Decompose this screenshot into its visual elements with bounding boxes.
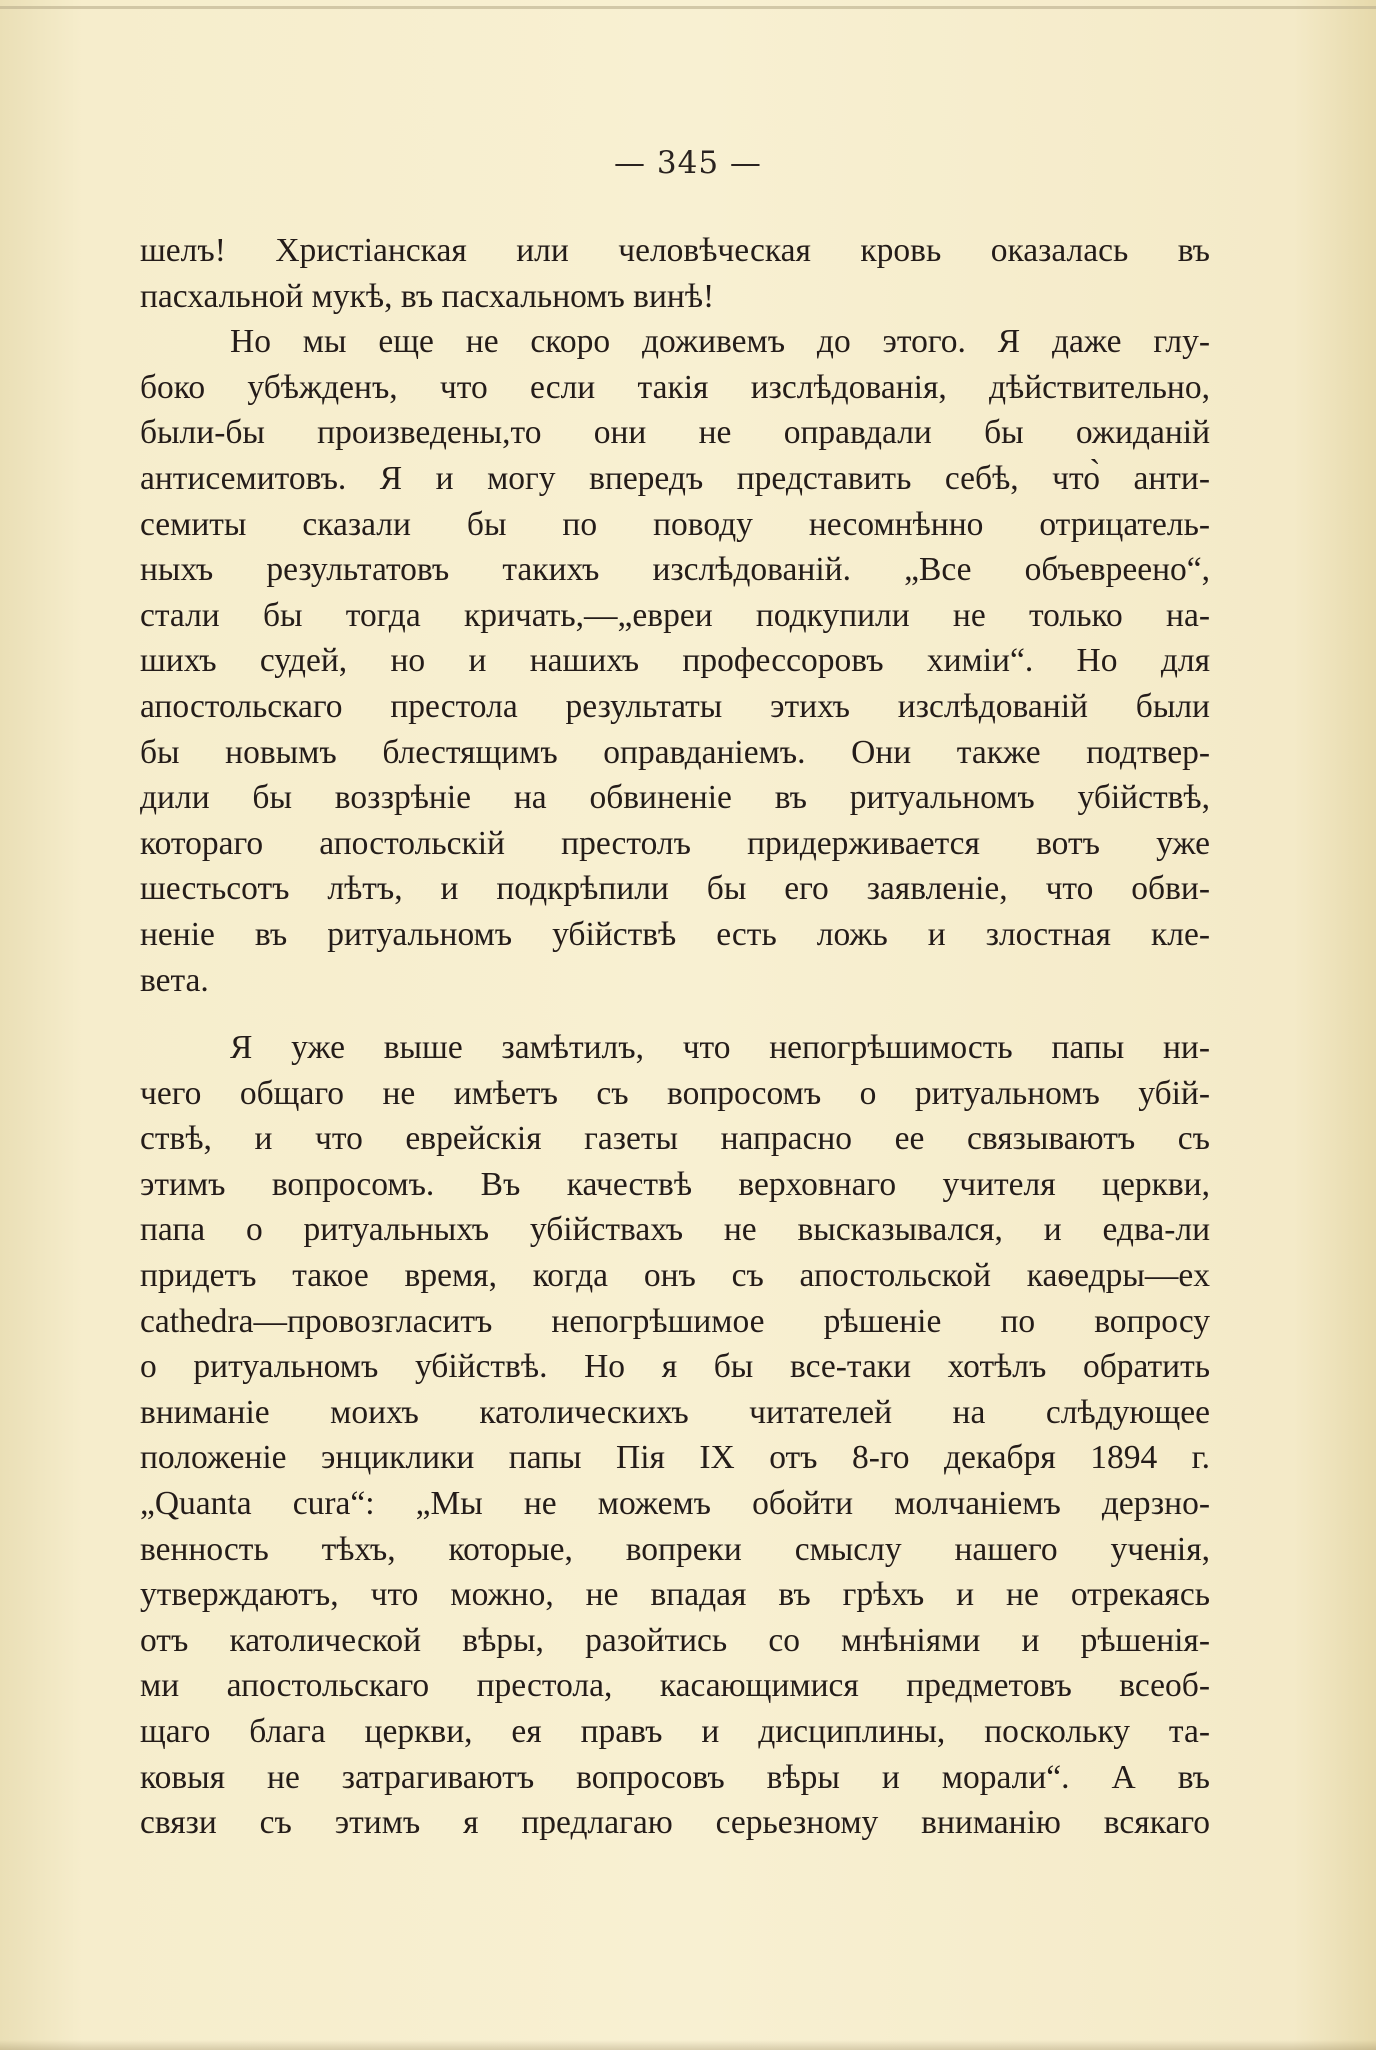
text-line: положеніе энциклики папы Пія IX отъ 8-го декабря 1894 г.: [140, 1439, 1210, 1477]
text-line: шихъ судей, но и нашихъ профессоровъ химіи“. Но для: [140, 642, 1210, 680]
text-line: о ритуальномъ убійствѣ. Но я бы все-таки хотѣлъ обратить: [140, 1348, 1210, 1386]
text-line: котораго апостольскій престолъ придерживается вотъ уже: [140, 824, 1210, 862]
text-line: антисемитовъ. Я и могу впередъ представить себѣ, что̀ анти-: [140, 459, 1210, 497]
text-line: боко убѣжденъ, что если такія изслѣдованія, дѣйствительно,: [140, 368, 1210, 406]
text-line: были-бы произведены,то они не оправдали бы ожиданій: [140, 414, 1210, 452]
text-line: папа о ритуальныхъ убійствахъ не высказывался, и едва-ли: [140, 1211, 1210, 1249]
text-line: апостольскаго престола результаты этихъ изслѣдованій были: [140, 687, 1210, 725]
text-line: связи съ этимъ я предлагаю серьезному вниманію всякаго: [140, 1804, 1210, 1842]
text-line: ковыя не затрагиваютъ вопросовъ вѣры и морали“. А въ: [140, 1758, 1210, 1796]
text-line: ныхъ результатовъ такихъ изслѣдованій. „Все объевреено“,: [140, 551, 1210, 589]
text-line: вета.: [140, 961, 209, 999]
text-line: этимъ вопросомъ. Въ качествѣ верховнаго учителя церкви,: [140, 1165, 1210, 1203]
paragraph: [140, 228, 1210, 319]
text-line: cathedra—провозгласитъ непогрѣшимое рѣшеніе по вопросу: [140, 1302, 1210, 1340]
paragraph: [140, 1025, 1210, 1846]
text-line: стали бы тогда кричать,—„евреи подкупили не только на-: [140, 596, 1210, 634]
page-top-edge: [0, 6, 1376, 9]
text-line: пасхальной мукѣ, въ пасхальномъ винѣ!: [140, 277, 715, 315]
text-line: бы новымъ блестящимъ оправданіемъ. Они также подтвер-: [140, 733, 1210, 771]
text-line: венность тѣхъ, которые, вопреки смыслу нашего ученія,: [140, 1530, 1210, 1568]
paragraph: [140, 319, 1210, 1003]
text-line: шестьсотъ лѣтъ, и подкрѣпили бы его заявленіе, что обви-: [140, 870, 1210, 908]
page-number: — 345 —: [614, 145, 762, 181]
text-line: Я уже выше замѣтилъ, что непогрѣшимость папы ни-: [230, 1029, 1210, 1067]
text-line: ми апостольскаго престола, касающимися предметовъ всеоб-: [140, 1667, 1210, 1705]
text-line: „Quanta cura“: „Мы не можемъ обойти молчаніемъ дерзно-: [140, 1485, 1210, 1523]
text-line: щаго блага церкви, ея правъ и дисциплины, поскольку та-: [140, 1713, 1210, 1750]
text-line: ствѣ, и что еврейскія газеты напрасно ее связываютъ съ: [140, 1120, 1210, 1158]
text-line: чего общаго не имѣетъ съ вопросомъ о ритуальномъ убій-: [140, 1074, 1210, 1112]
page-bottom-edge: [0, 2040, 1376, 2050]
text-line: шелъ! Христіанская или человѣческая кровь оказалась въ: [140, 232, 1210, 269]
text-line: семиты сказали бы по поводу несомнѣнно отрицатель-: [140, 505, 1210, 543]
text-line: утверждаютъ, что можно, не впадая въ грѣхъ и не отрекаясь: [140, 1576, 1210, 1614]
text-line: дили бы воззрѣніе на обвиненіе въ ритуальномъ убійствѣ,: [140, 779, 1210, 817]
text-line: вниманіе моихъ католическихъ читателей на слѣдующее: [140, 1393, 1210, 1431]
paragraph-spacer: [140, 1003, 1210, 1025]
body-text: [140, 228, 1210, 1846]
text-line: Но мы еще не скоро доживемъ до этого. Я даже глу-: [230, 323, 1210, 361]
text-line: неніе въ ритуальномъ убійствѣ есть ложь и злостная кле-: [140, 915, 1210, 953]
text-line: отъ католической вѣры, разойтись со мнѣніями и рѣшенія-: [140, 1621, 1210, 1659]
text-line: придетъ такое время, когда онъ съ апостольской каѳедры—ex: [140, 1257, 1210, 1295]
